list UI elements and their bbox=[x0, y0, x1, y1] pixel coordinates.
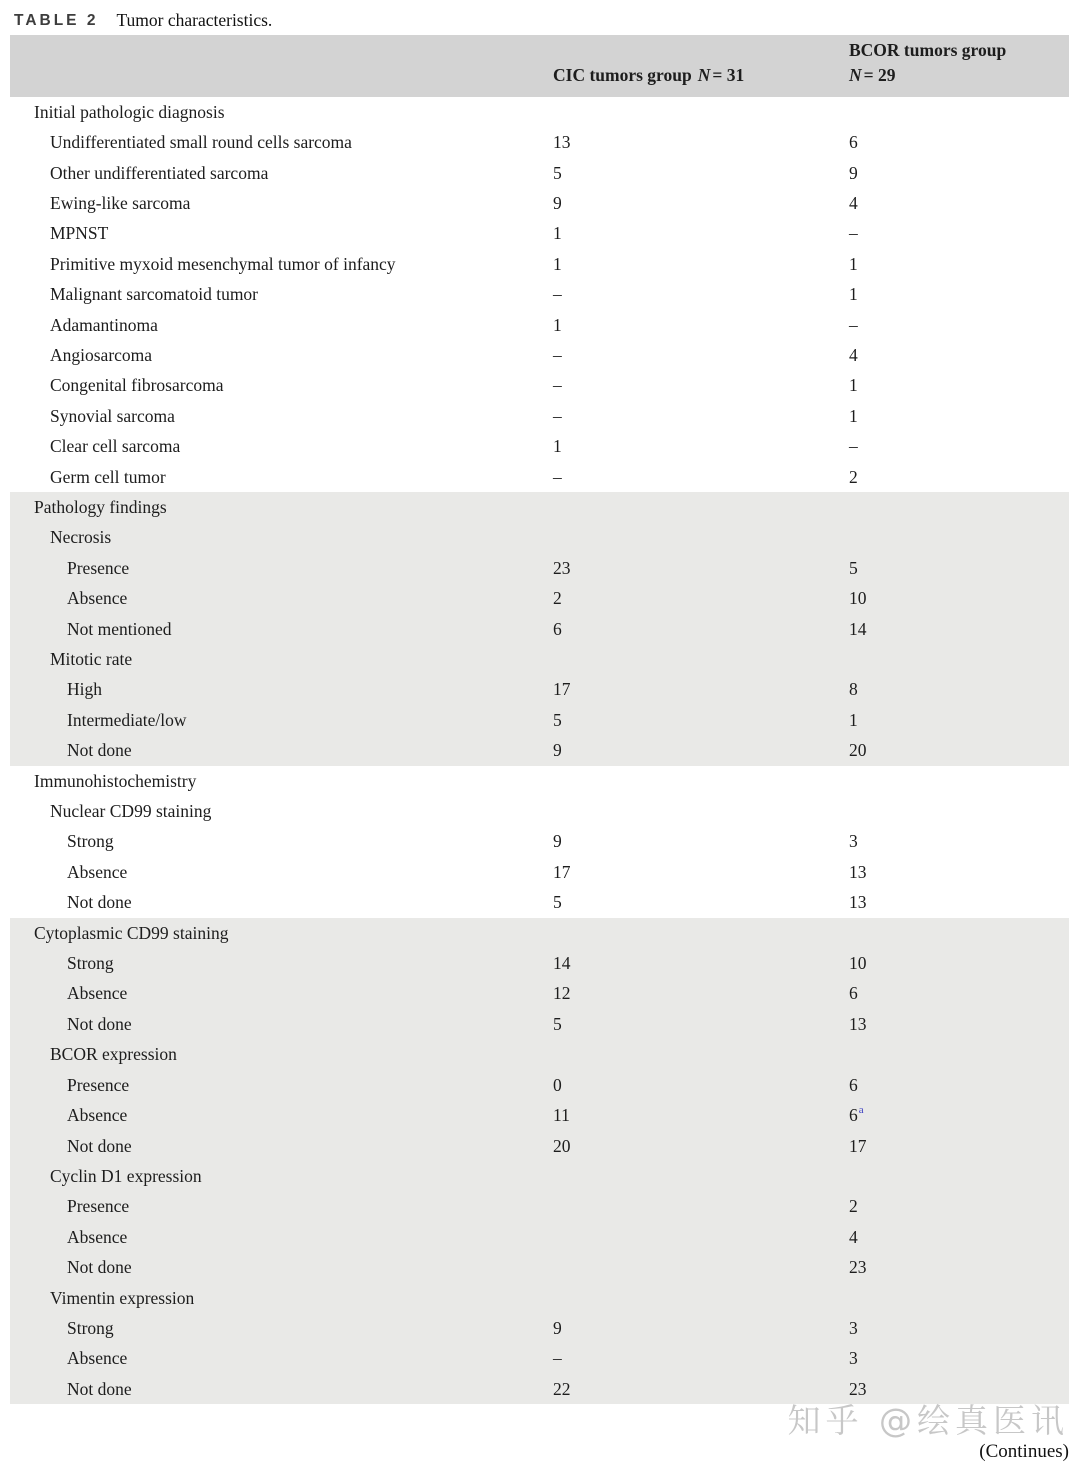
row-label: Vimentin expression bbox=[50, 1287, 195, 1308]
row-label: Not done bbox=[67, 1135, 132, 1156]
table-row bbox=[10, 553, 1069, 583]
bcor-value: 23 bbox=[849, 1257, 867, 1278]
row-label: Absence bbox=[67, 1348, 128, 1369]
row-label: Cyclin D1 expression bbox=[50, 1165, 202, 1186]
row-label: Pathology findings bbox=[34, 496, 167, 517]
bcor-value: 1 bbox=[849, 253, 858, 274]
table-row bbox=[10, 371, 1069, 401]
row-label: Absence bbox=[67, 1105, 128, 1126]
bcor-value: 9 bbox=[849, 162, 858, 183]
bcor-value: 13 bbox=[849, 1013, 867, 1034]
cic-value: 22 bbox=[553, 1378, 571, 1399]
row-label: Strong bbox=[67, 831, 114, 852]
table-row bbox=[10, 857, 1069, 887]
table-row bbox=[10, 584, 1069, 614]
col-header-cic bbox=[553, 63, 849, 88]
cic-value: 5 bbox=[553, 892, 562, 913]
row-label: Clear cell sarcoma bbox=[50, 436, 181, 457]
row-label: Synovial sarcoma bbox=[50, 405, 175, 426]
cic-value: – bbox=[553, 405, 562, 426]
row-label: Not mentioned bbox=[67, 618, 172, 639]
bcor-value: 8 bbox=[849, 679, 858, 700]
bcor-value: 5 bbox=[849, 557, 858, 578]
bcor-value: – bbox=[849, 314, 858, 335]
table-row bbox=[10, 1009, 1069, 1039]
row-label: Intermediate/low bbox=[67, 709, 187, 730]
table-row bbox=[10, 431, 1069, 461]
cic-value: 9 bbox=[553, 1317, 562, 1338]
cic-value: 1 bbox=[553, 314, 562, 335]
row-label: Not done bbox=[67, 1378, 132, 1399]
bcor-value: – bbox=[849, 223, 858, 244]
bcor-value: 13 bbox=[849, 892, 867, 913]
table-header-row bbox=[10, 35, 1069, 97]
row-label: Absence bbox=[67, 861, 128, 882]
row-label: BCOR expression bbox=[50, 1044, 177, 1065]
row-label: High bbox=[67, 679, 102, 700]
row-label: Germ cell tumor bbox=[50, 466, 166, 487]
table-row bbox=[10, 888, 1069, 918]
bcor-value: 10 bbox=[849, 588, 867, 609]
bcor-value: 3 bbox=[849, 831, 858, 852]
row-label: Other undifferentiated sarcoma bbox=[50, 162, 269, 183]
cic-value: 5 bbox=[553, 709, 562, 730]
cic-value: 11 bbox=[553, 1105, 570, 1126]
bcor-value: 1 bbox=[849, 284, 858, 305]
cic-value: 17 bbox=[553, 679, 571, 700]
row-label: Necrosis bbox=[50, 527, 112, 548]
table-row bbox=[10, 158, 1069, 188]
table-row bbox=[10, 97, 1069, 127]
row-label: Presence bbox=[67, 1074, 130, 1095]
cic-value: 23 bbox=[553, 557, 571, 578]
table-row bbox=[10, 1161, 1069, 1191]
cic-value: – bbox=[553, 375, 562, 396]
table-row bbox=[10, 736, 1069, 766]
table-row bbox=[10, 1344, 1069, 1374]
cic-value: 5 bbox=[553, 162, 562, 183]
bcor-header-value: = 29 bbox=[863, 65, 896, 85]
row-label: Primitive myxoid mesenchymal tumor of infancy bbox=[50, 253, 396, 274]
col-header-bcor bbox=[849, 38, 1069, 88]
row-label: Not done bbox=[67, 740, 132, 761]
row-label: Absence bbox=[67, 588, 128, 609]
table-row bbox=[10, 614, 1069, 644]
bcor-header-n-line bbox=[849, 63, 1069, 88]
row-label: Not done bbox=[67, 1257, 132, 1278]
cic-header-value: = 31 bbox=[712, 65, 745, 85]
bcor-value: 4 bbox=[849, 192, 858, 213]
table-row bbox=[10, 310, 1069, 340]
page-footer bbox=[0, 1403, 1069, 1464]
table-row bbox=[10, 340, 1069, 370]
cic-value: 1 bbox=[553, 223, 562, 244]
table-row bbox=[10, 827, 1069, 857]
table-row bbox=[10, 1100, 1069, 1130]
cic-value: 5 bbox=[553, 1013, 562, 1034]
cic-value: 14 bbox=[553, 953, 571, 974]
row-label: Nuclear CD99 staining bbox=[50, 801, 212, 822]
cic-value: 20 bbox=[553, 1135, 571, 1156]
table-row bbox=[10, 918, 1069, 948]
row-label: Ewing-like sarcoma bbox=[50, 192, 191, 213]
row-label: Strong bbox=[67, 1317, 114, 1338]
table-row bbox=[10, 401, 1069, 431]
table-row bbox=[10, 1283, 1069, 1313]
bcor-value: – bbox=[849, 436, 858, 457]
row-label: Immunohistochemistry bbox=[34, 770, 197, 791]
table-row bbox=[10, 219, 1069, 249]
row-label: Mitotic rate bbox=[50, 649, 133, 670]
row-label: Not done bbox=[67, 1013, 132, 1034]
table-caption bbox=[14, 6, 1080, 35]
row-label: Cytoplasmic CD99 staining bbox=[34, 922, 229, 943]
cic-value: – bbox=[553, 344, 562, 365]
tumor-characteristics-table bbox=[10, 35, 1069, 1404]
table-row bbox=[10, 1313, 1069, 1343]
table-row bbox=[10, 523, 1069, 553]
table-row bbox=[10, 249, 1069, 279]
bcor-value: 23 bbox=[849, 1378, 867, 1399]
cic-value: 17 bbox=[553, 861, 571, 882]
table-row bbox=[10, 1252, 1069, 1282]
cic-header-n: N bbox=[697, 65, 711, 85]
bcor-value: 6$^a$ bbox=[849, 1104, 864, 1126]
table-row bbox=[10, 1374, 1069, 1404]
bcor-value: 2 bbox=[849, 466, 858, 487]
bcor-value: 4 bbox=[849, 344, 858, 365]
bcor-value: 1 bbox=[849, 709, 858, 730]
table-row bbox=[10, 188, 1069, 218]
bcor-value: 20 bbox=[849, 740, 867, 761]
cic-value: 9 bbox=[553, 192, 562, 213]
bcor-value: 6 bbox=[849, 1074, 858, 1095]
cic-value: 13 bbox=[553, 132, 571, 153]
cic-value: 6 bbox=[553, 618, 562, 639]
row-label: Presence bbox=[67, 557, 130, 578]
row-label: Adamantinoma bbox=[50, 314, 158, 335]
row-label: Presence bbox=[67, 1196, 130, 1217]
table-row bbox=[10, 644, 1069, 674]
bcor-header-text: BCOR tumors group bbox=[849, 40, 1007, 60]
bcor-value: 6 bbox=[849, 983, 858, 1004]
cic-header-text: CIC tumors group bbox=[553, 65, 692, 85]
bcor-value: 2 bbox=[849, 1196, 858, 1217]
table-row bbox=[10, 1131, 1069, 1161]
bcor-value: 13 bbox=[849, 861, 867, 882]
cic-value: 2 bbox=[553, 588, 562, 609]
bcor-value: 3 bbox=[849, 1348, 858, 1369]
bcor-value: 14 bbox=[849, 618, 867, 639]
row-label: Malignant sarcomatoid tumor bbox=[50, 284, 259, 305]
table-row bbox=[10, 1040, 1069, 1070]
table-row bbox=[10, 796, 1069, 826]
row-label: Absence bbox=[67, 983, 128, 1004]
table-row bbox=[10, 675, 1069, 705]
table-title: Tumor characteristics. bbox=[116, 10, 273, 30]
table-row bbox=[10, 979, 1069, 1009]
bcor-value: 1 bbox=[849, 375, 858, 396]
row-label: Congenital fibrosarcoma bbox=[50, 375, 224, 396]
cic-value: 1 bbox=[553, 436, 562, 457]
bcor-value: 17 bbox=[849, 1135, 867, 1156]
bcor-value: 6 bbox=[849, 132, 858, 153]
cic-value: 1 bbox=[553, 253, 562, 274]
bcor-value: 3 bbox=[849, 1317, 858, 1338]
continues-note: (Continues) bbox=[979, 1441, 1069, 1462]
table-row bbox=[10, 127, 1069, 157]
table-row bbox=[10, 492, 1069, 522]
row-label: MPNST bbox=[50, 223, 109, 244]
row-label: Absence bbox=[67, 1226, 128, 1247]
table-row bbox=[10, 1070, 1069, 1100]
cic-value: 0 bbox=[553, 1074, 562, 1095]
watermark: 知乎 @绘真医讯 bbox=[787, 1401, 1069, 1440]
table-row bbox=[10, 1222, 1069, 1252]
cic-value: – bbox=[553, 1348, 562, 1369]
bcor-value: 10 bbox=[849, 953, 867, 974]
table-row bbox=[10, 948, 1069, 978]
cic-value: 12 bbox=[553, 983, 571, 1004]
cic-value: – bbox=[553, 466, 562, 487]
row-label: Angiosarcoma bbox=[50, 344, 153, 365]
row-label: Not done bbox=[67, 892, 132, 913]
table-row bbox=[10, 766, 1069, 796]
table-row bbox=[10, 1192, 1069, 1222]
cic-value: 9 bbox=[553, 831, 562, 852]
bcor-header-n: N bbox=[849, 65, 862, 85]
row-label: Initial pathologic diagnosis bbox=[34, 101, 225, 122]
table-number: TABLE 2 bbox=[14, 11, 99, 29]
table-row bbox=[10, 462, 1069, 492]
bcor-value: 4 bbox=[849, 1226, 858, 1247]
bcor-value: 1 bbox=[849, 405, 858, 426]
table-row bbox=[10, 705, 1069, 735]
row-label: Undifferentiated small round cells sarcoma bbox=[50, 132, 352, 153]
footnote-marker: a bbox=[858, 1104, 864, 1117]
row-label: Strong bbox=[67, 953, 114, 974]
table-body bbox=[10, 97, 1069, 1404]
cic-value: 9 bbox=[553, 740, 562, 761]
table-row bbox=[10, 279, 1069, 309]
cic-value: – bbox=[553, 284, 562, 305]
